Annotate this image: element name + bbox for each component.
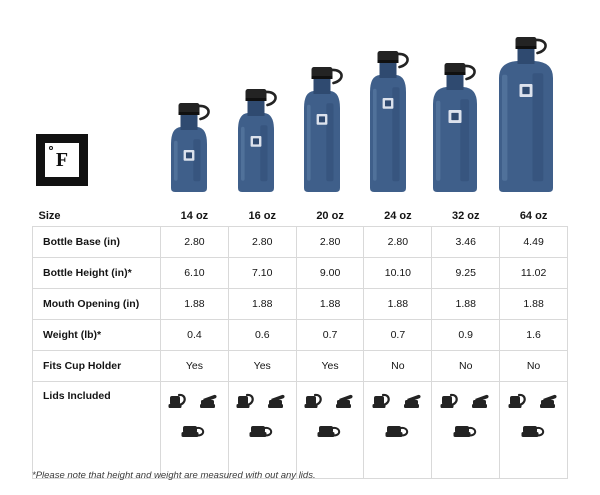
lids-bottom-single — [179, 420, 209, 445]
cell-value: 2.80 — [228, 227, 296, 258]
bottle-figure-20-oz — [293, 18, 359, 196]
specs-table — [32, 196, 568, 479]
column-header-4: 32 oz — [451, 210, 480, 222]
flat-lid-icon — [451, 420, 481, 445]
bottle-illustration-row — [32, 18, 568, 196]
lids-cell — [432, 382, 500, 479]
cell-value: 7.10 — [228, 258, 296, 289]
loop-lid-icon — [301, 388, 327, 417]
loop-lid-icon — [165, 388, 191, 417]
lids-bottom-single — [519, 420, 549, 445]
cell-value: 1.88 — [500, 289, 568, 320]
cell-value: 1.6 — [500, 320, 568, 351]
footnote: *Please note that height and weight are measured with out any lids. — [32, 470, 316, 481]
row-label: Bottle Base (in) — [33, 227, 161, 258]
lids-group — [297, 382, 364, 445]
cell-value: 0.4 — [161, 320, 229, 351]
column-header-2: 20 oz — [316, 210, 344, 222]
cell-value: 4.49 — [500, 227, 568, 258]
loop-lid-icon — [369, 388, 395, 417]
cell-value: 10.10 — [364, 258, 432, 289]
lids-bottom-single — [383, 420, 413, 445]
lids-bottom-single — [451, 420, 481, 445]
bottle-figure-16-oz — [226, 18, 292, 196]
logo-letter: F — [45, 143, 79, 177]
table-row — [33, 320, 568, 351]
table-row — [33, 258, 568, 289]
lids-top-pair — [301, 388, 359, 417]
cell-value: 1.88 — [432, 289, 500, 320]
cell-value: 0.9 — [432, 320, 500, 351]
cell-value: Yes — [296, 351, 364, 382]
lids-group — [161, 382, 228, 445]
cell-value: 9.25 — [432, 258, 500, 289]
lids-group — [364, 382, 431, 445]
bottle-figure-14-oz — [160, 18, 226, 196]
spout-lid-icon — [401, 388, 427, 417]
row-label: Fits Cup Holder — [33, 351, 161, 382]
brand-logo — [32, 104, 160, 194]
lids-cell — [296, 382, 364, 479]
flat-lid-icon — [519, 420, 549, 445]
cell-value: 11.02 — [500, 258, 568, 289]
row-label: Lids Included — [33, 382, 161, 479]
column-header-5: 64 oz — [519, 210, 548, 222]
table-row — [33, 289, 568, 320]
cell-value: 1.88 — [364, 289, 432, 320]
spout-lid-icon — [333, 388, 359, 417]
lids-group — [229, 382, 296, 445]
bottle-figure-64-oz — [492, 18, 568, 196]
bottle-figure-24-oz — [359, 18, 425, 196]
row-label: Mouth Opening (in) — [33, 289, 161, 320]
spout-lid-icon — [469, 388, 495, 417]
lids-group — [432, 382, 499, 445]
lids-row — [33, 382, 568, 479]
lids-cell — [364, 382, 432, 479]
table-header-row — [33, 196, 568, 227]
bottle-figure-32-oz — [426, 18, 492, 196]
column-header-0: 14 oz — [180, 210, 209, 222]
flat-lid-icon — [383, 420, 413, 445]
cell-value: 2.80 — [296, 227, 364, 258]
lids-group — [500, 382, 567, 445]
loop-lid-icon — [233, 388, 259, 417]
row-label: Bottle Height (in)* — [33, 258, 161, 289]
lids-cell — [161, 382, 229, 479]
cell-value: 6.10 — [161, 258, 229, 289]
loop-lid-icon — [437, 388, 463, 417]
cell-value: 1.88 — [228, 289, 296, 320]
cell-value: 0.7 — [364, 320, 432, 351]
lids-top-pair — [165, 388, 223, 417]
flat-lid-icon — [315, 420, 345, 445]
cell-value: No — [364, 351, 432, 382]
cell-value: 2.80 — [161, 227, 229, 258]
cell-value: 9.00 — [296, 258, 364, 289]
cell-value: No — [432, 351, 500, 382]
table-row — [33, 227, 568, 258]
spout-lid-icon — [197, 388, 223, 417]
column-header-1: 16 oz — [248, 210, 276, 222]
cell-value: 0.6 — [228, 320, 296, 351]
flat-lid-icon — [247, 420, 277, 445]
spout-lid-icon — [537, 388, 563, 417]
logo-dot-icon — [49, 146, 53, 150]
cell-value: 0.7 — [296, 320, 364, 351]
lids-top-pair — [505, 388, 563, 417]
lids-top-pair — [233, 388, 291, 417]
loop-lid-icon — [505, 388, 531, 417]
cell-value: Yes — [228, 351, 296, 382]
size-header: Size — [38, 210, 61, 222]
cell-value: 1.88 — [161, 289, 229, 320]
lids-bottom-single — [315, 420, 345, 445]
column-header-3: 24 oz — [384, 210, 412, 222]
spout-lid-icon — [265, 388, 291, 417]
lids-cell — [228, 382, 296, 479]
cell-value: 1.88 — [296, 289, 364, 320]
table-body — [33, 227, 568, 479]
cell-value: No — [500, 351, 568, 382]
lids-top-pair — [369, 388, 427, 417]
table-row — [33, 351, 568, 382]
bottle-figures — [160, 18, 568, 196]
lids-top-pair — [437, 388, 495, 417]
cell-value: 3.46 — [432, 227, 500, 258]
cell-value: Yes — [161, 351, 229, 382]
logo-box — [36, 134, 88, 186]
lids-bottom-single — [247, 420, 277, 445]
row-label: Weight (lb)* — [33, 320, 161, 351]
cell-value: 2.80 — [364, 227, 432, 258]
lids-cell — [500, 382, 568, 479]
flat-lid-icon — [179, 420, 209, 445]
